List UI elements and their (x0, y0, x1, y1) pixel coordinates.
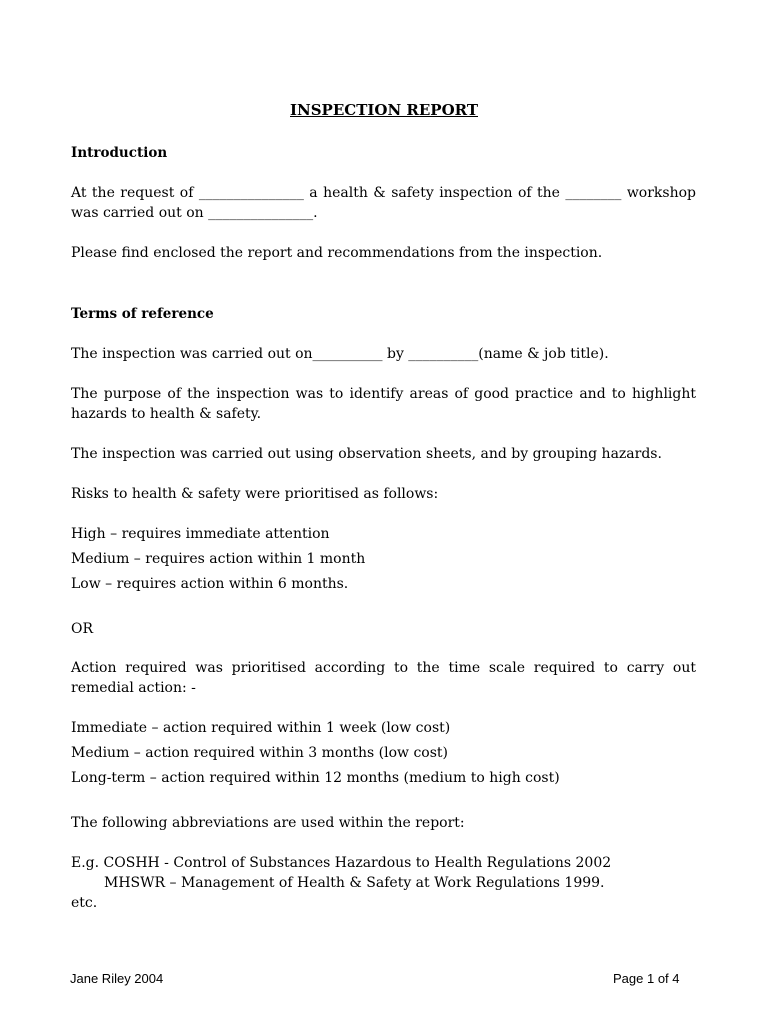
risk-level-item: Medium – requires action within 1 month (71, 551, 366, 567)
risk-level-item: Low – requires action within 6 months. (71, 576, 349, 592)
purpose-paragraph-line: hazards to health & safety. (71, 406, 262, 422)
risks-intro: Risks to health & safety were prioritised as follows: (71, 486, 439, 502)
footer-page-number: Page 1 of 4 (613, 971, 680, 986)
abbreviation-item: MHSWR – Management of Health & Safety at Work Regulations 1999. (104, 875, 605, 891)
action-level-item: Long-term – action required within 12 months (medium to high cost) (71, 770, 560, 786)
action-paragraph-line: remedial action: - (71, 680, 196, 696)
introduction-paragraph-line: was carried out on _______________. (71, 205, 318, 221)
terms-heading: Terms of reference (71, 306, 214, 322)
action-level-item: Medium – action required within 3 months (low cost) (71, 745, 449, 761)
introduction-paragraph-line: At the request of _______________ a health & safety inspection of the ________ workshop (71, 185, 696, 201)
footer-author: Jane Riley 2004 (70, 971, 164, 986)
page-title: INSPECTION REPORT (290, 101, 478, 119)
abbreviations-intro: The following abbreviations are used within the report: (71, 815, 465, 831)
action-paragraph-line: Action required was prioritised according to the time scale required to carry out (71, 660, 696, 676)
introduction-heading: Introduction (71, 145, 168, 161)
carried-out-paragraph: The inspection was carried out on__________ by __________(name & job title). (71, 346, 609, 362)
introduction-paragraph: Please find enclosed the report and recommendations from the inspection. (71, 245, 603, 261)
or-separator: OR (71, 621, 94, 637)
purpose-paragraph-line: The purpose of the inspection was to identify areas of good practice and to highlight (71, 386, 696, 402)
action-level-item: Immediate – action required within 1 week (low cost) (71, 720, 451, 736)
method-paragraph: The inspection was carried out using observation sheets, and by grouping hazards. (71, 446, 662, 462)
abbreviation-etc: etc. (71, 895, 98, 911)
abbreviation-item: E.g. COSHH - Control of Substances Hazardous to Health Regulations 2002 (71, 855, 612, 871)
risk-level-item: High – requires immediate attention (71, 526, 330, 542)
